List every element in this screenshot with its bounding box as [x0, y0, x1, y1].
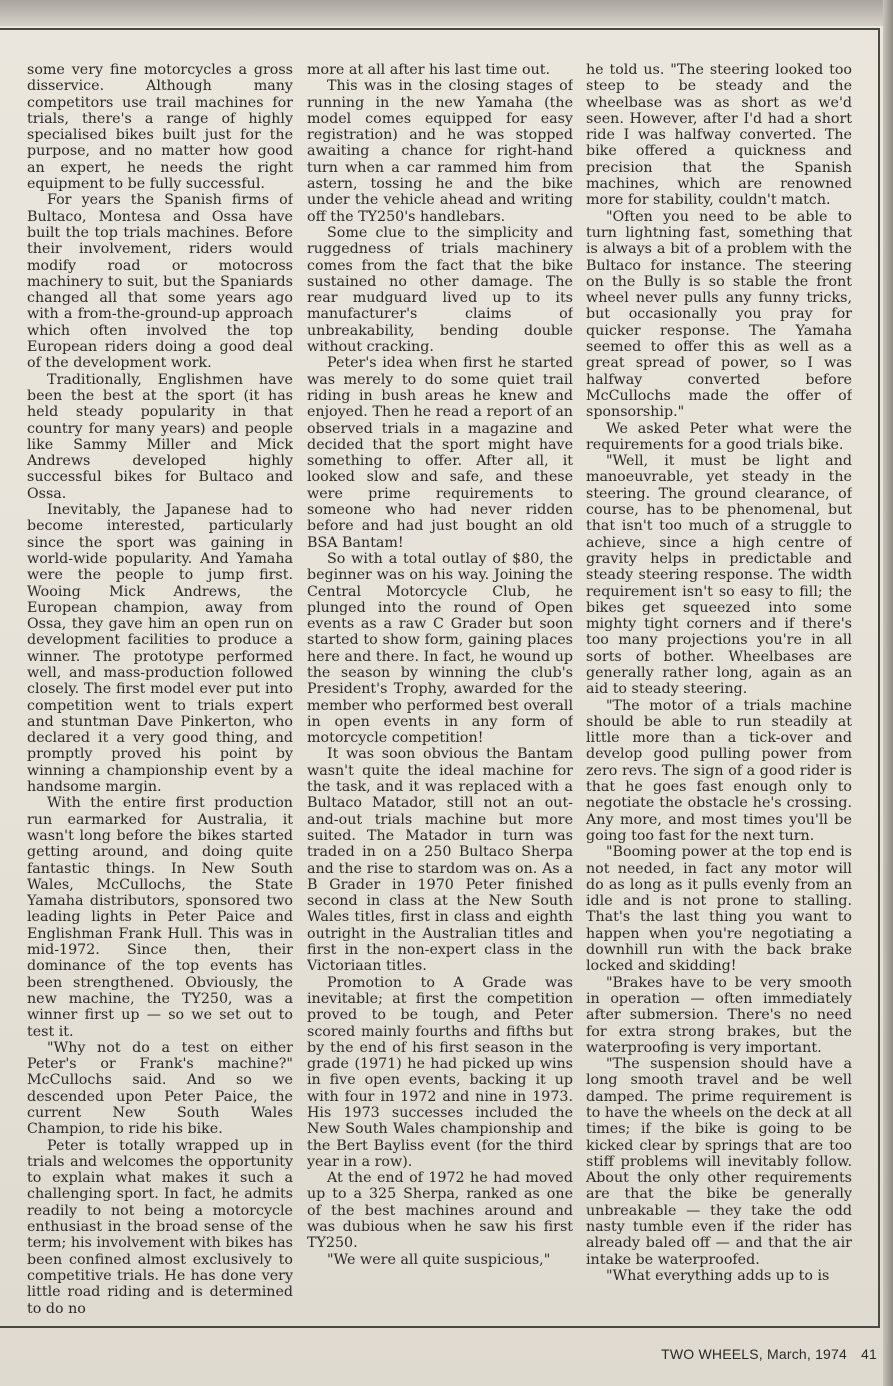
- article-column-1: [27, 62, 293, 1318]
- paragraph: "Often you need to be able to turn lightning fast, something that is always a bit of a problem with the Bultaco for instance. The steering on the Bully is so stable the front wheel never pulls any funny tricks, but occasionally you pray for quicker response. The Yamaha seemed to offer this as well as a great spread of power, so I was halfway converted before McCullochs made the offer of sponsorship.": [586, 208, 852, 421]
- paragraph: Traditionally, Englishmen have been the best at the sport (it has held steady popularity in that country for many years) and people like Sammy Miller and Mick Andrews developed highly successful bikes for Bultaco and Ossa.: [27, 371, 293, 502]
- paragraph: Peter is totally wrapped up in trials and welcomes the opportunity to explain what makes it such a challenging sport. In fact, he admits readily to not being a motorcycle enthusiast in the broad sense of the term; his involvement with bikes has been confined almost exclusively to competitive trials. He has done very little road riding and is determined to do no: [27, 1137, 293, 1317]
- paragraph: "Well, it must be light and manoeuvrable, yet steady in the steering. The ground clearance, of course, has to be phenomenal, but that isn't too much of a struggle to achieve, since a high centre of gravity helps in predictable and steady steering response. The width requirement isn't so easy to fill; the bikes get squeezed into some mighty tight corners and if there's too many projections you're in all sorts of bother. Wheelbases are generally rather long, again as an aid to steady steering.: [586, 453, 852, 698]
- article-column-2: [307, 62, 573, 1318]
- page-number: 41: [861, 1346, 877, 1362]
- article-column-3: [586, 62, 852, 1318]
- paragraph: So with a total outlay of $80, the beginner was on his way. Joining the Central Motorcycle Club, he plunged into the round of Open events as a raw C Grader but soon started to show form, gaining places here and there. In fact, he wound up the season by winning the club's President's Trophy, awarded for the member who performed best overall in open events in any form of motorcycle competition!: [307, 550, 573, 747]
- paragraph: We asked Peter what were the requirements for a good trials bike.: [586, 420, 852, 453]
- right-rule: [878, 28, 880, 1328]
- page-footer: [661, 1346, 877, 1362]
- paragraph: more at all after his last time out.: [307, 62, 551, 78]
- paragraph: "Booming power at the top end is not needed, in fact any motor will do as long as it pulls evenly from an idle and is not prone to stalling. That's the last thing you want to happen when you're negotiating a downhill run with the back brake locked and skidding!: [586, 844, 852, 975]
- paragraph: With the entire first production run earmarked for Australia, it wasn't long before the bikes started getting around, and doing quite fantastic things. In New South Wales, McCullochs, the State Yamaha distributors, sponsored two leading lights in Peter Paice and Englishman Frank Hull. This was in mid-1972. Since then, their dominance of the top events has been strengthened. Obviously, the new machine, the TY250, was a winner first up — so we set out to test it.: [27, 795, 293, 1040]
- paragraph: "We were all quite suspicious,": [327, 1251, 551, 1268]
- top-rule: [0, 28, 880, 30]
- bottom-rule: [0, 1326, 880, 1328]
- paragraph: some very fine motorcycles a gross disservice. Although many competitors use trail machines for trials, there's a range of highly specialised bikes built just for the purpose, and no matter how good an expert, he needs the right equipment to be fully successful.: [27, 62, 293, 193]
- paragraph: "Why not do a test on either Peter's or Frank's machine?" McCullochs said. And so we descended upon Peter Paice, the current New South Wales Champion, to ride his bike.: [27, 1039, 293, 1138]
- page-top-edge: [0, 0, 893, 26]
- paragraph: At the end of 1972 he had moved up to a 325 Sherpa, ranked as one of the best machines around and was dubious when he saw his first TY250.: [307, 1170, 573, 1252]
- paragraph: he told us. "The steering looked too steep to be steady and the wheelbase was as short as we'd seen. However, after I'd had a short ride I was halfway converted. The bike offered a quickness and precision that the Spanish machines, which are renowned more for stability, couldn't match.: [586, 62, 852, 209]
- paragraph: For years the Spanish firms of Bultaco, Montesa and Ossa have built the top trials machines. Before their involvement, riders would modify road or motocross machinery to suit, but the Spaniards changed all that some years ago with a from-the-ground-up approach which often involved the top European riders doing a good deal of the development work.: [27, 192, 293, 372]
- publication-credit: TWO WHEELS, March, 1974: [661, 1346, 848, 1362]
- paragraph: It was soon obvious the Bantam wasn't quite the ideal machine for the task, and it was replaced with a Bultaco Matador, still not an out-and-out trials machine but more suited. The Matador in turn was traded in on a 250 Bultaco Sherpa and the rise to stardom was on. As a B Grader in 1970 Peter finished second in class at the New South Wales titles, first in class and eighth outright in the Australian titles and first in the non-expert class in the Victoriaan titles.: [307, 746, 573, 975]
- paragraph: Inevitably, the Japanese had to become interested, particularly since the sport was gaining in world-wide popularity. And Yamaha were the people to jump first. Wooing Mick Andrews, the European champion, away from Ossa, they gave him an open run on development facilities to produce a winner. The prototype performed well, and mass-production followed closely. The first model ever put into competition went to trials expert and stuntman Dave Pinkerton, who declared it a very good thing, and promptly proved his point by winning a championship event by a handsome margin.: [27, 502, 293, 796]
- paragraph: "The motor of a trials machine should be able to run steadily at little more than a tick-over and develop good pulling power from zero revs. The sign of a good rider is that he goes fast enough only to negotiate the obstacle he's crossing. Any more, and most times you'll be going too fast for the next turn.: [586, 697, 852, 844]
- paragraph: "The suspension should have a long smooth travel and be well damped. The prime requirement is to have the wheels on the deck at all times; if the bike is going to be kicked clear by springs that are too stiff problems will inevitably follow. About the only other requirements are that the bike be generally unbreakable — they take the odd nasty tumble even if the rider has already baled off — and that the air intake be waterproofed.: [586, 1056, 852, 1268]
- paragraph: Promotion to A Grade was inevitable; at first the competition proved to be tough, and Peter scored mainly fourths and fifths but by the end of his first season in the grade (1971) he had picked up wins in five open events, backing it up with four in 1972 and nine in 1973. His 1973 successes included the New South Wales championship and the Bert Bayliss event (for the third year in a row).: [307, 974, 573, 1170]
- paragraph: "Brakes have to be very smooth in operation — often immediately after submersion. There's no need for extra strong brakes, but the waterproofing is very important.: [586, 974, 852, 1056]
- paragraph: Some clue to the simplicity and ruggedness of trials machinery comes from the fact that the bike sustained no other damage. The rear mudguard lived up to its manufacturer's claims of unbreakability, bending double without cracking.: [307, 224, 573, 356]
- paragraph: This was in the closing stages of running in the new Yamaha (the model comes equipped for easy registration) and he was stopped awaiting a chance for right-hand turn when a car rammed him from astern, tossing he and the bike under the vehicle ahead and writing off the TY250's handlebars.: [307, 78, 573, 225]
- paragraph: "What everything adds up to is: [606, 1267, 830, 1284]
- paragraph: Peter's idea when first he started was merely to do some quiet trail riding in bush areas he knew and enjoyed. Then he read a report of an observed trials in a magazine and decided that the sport might have something to offer. After all, it looked slow and safe, and these were prime requirements to someone who had never ridden before and had just bought an old BSA Bantam!: [307, 355, 573, 551]
- page-right-edge: [883, 0, 893, 1386]
